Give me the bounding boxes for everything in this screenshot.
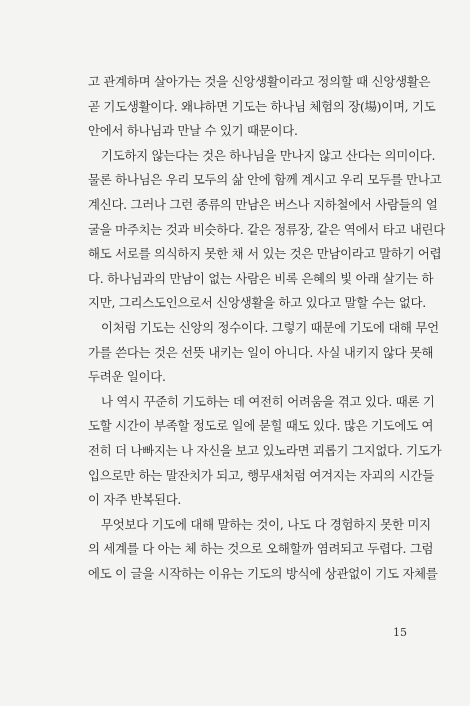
text-line: 도할 시간이 부족할 정도로 일에 묻힐 때도 있다. 많은 기도에도 여 — [88, 418, 434, 434]
text-line: 무엇보다 기도에 대해 말하는 것이, 나도 다 경험하지 못한 미지 — [101, 516, 431, 532]
text-line: 이처럼 기도는 신앙의 정수이다. 그렇기 때문에 기도에 대해 무언 — [101, 319, 439, 335]
text-line: 곧 기도생활이다. 왜냐하면 기도는 하나님 체험의 장(場)이며, 기도 — [88, 98, 436, 114]
text-line: 입으로만 하는 말잔치가 되고, 행무새처럼 여겨지는 자괴의 시간들 — [88, 467, 434, 483]
body-text — [88, 70, 445, 586]
text-line: 다. 하나님과의 만남이 없는 사람은 비록 은혜의 빛 아래 살기는 하 — [88, 270, 434, 286]
text-line: 안에서 하나님과 만날 수 있기 때문이다. — [88, 123, 298, 139]
text-line: 지만, 그리스도인으로서 신앙생활을 하고 있다고 말할 수는 없다. — [88, 295, 426, 311]
page-number: 15 — [393, 626, 407, 639]
text-line: 해도 서로를 의식하지 못한 채 서 있는 것은 만남이라고 말하기 어렵 — [88, 246, 442, 262]
text-line: 굴을 마주치는 것과 비슷하다. 같은 정류장, 같은 역에서 타고 내린다 — [88, 221, 445, 237]
text-line: 가를 쓴다는 것은 선뜻 내키는 일이 아니다. 사실 내키지 않다 못해 — [88, 344, 434, 360]
text-line: 계신다. 그러나 그런 종류의 만남은 버스나 지하철에서 사람들의 얼 — [88, 196, 438, 212]
text-line: 전히 더 나빠지는 나 자신을 보고 있노라면 괴롭기 그지없다. 기도가 — [88, 442, 442, 458]
text-line: 기도하지 않는다는 것은 하나님을 만나지 않고 산다는 의미이다. — [101, 147, 436, 163]
text-line: 두려운 일이다. — [88, 369, 166, 385]
text-line: 이 자주 반복된다. — [88, 492, 182, 508]
text-line: 물론 하나님은 우리 모두의 삶 안에 함께 계시고 우리 모두를 만나고 — [88, 172, 442, 188]
text-line: 나 역시 꾸준히 기도하는 데 여전히 어려움을 겪고 있다. 때론 기 — [101, 393, 435, 409]
text-line: 에도 이 글을 시작하는 이유는 기도의 방식에 상관없이 기도 자체를 — [88, 565, 438, 581]
text-line: 의 세계를 다 아는 체 하는 것으로 오해할까 염려되고 두렵다. 그럼 — [88, 541, 434, 557]
text-line: 고 관계하며 살아가는 것을 신앙생활이라고 정의할 때 신앙생활은 — [88, 74, 431, 89]
